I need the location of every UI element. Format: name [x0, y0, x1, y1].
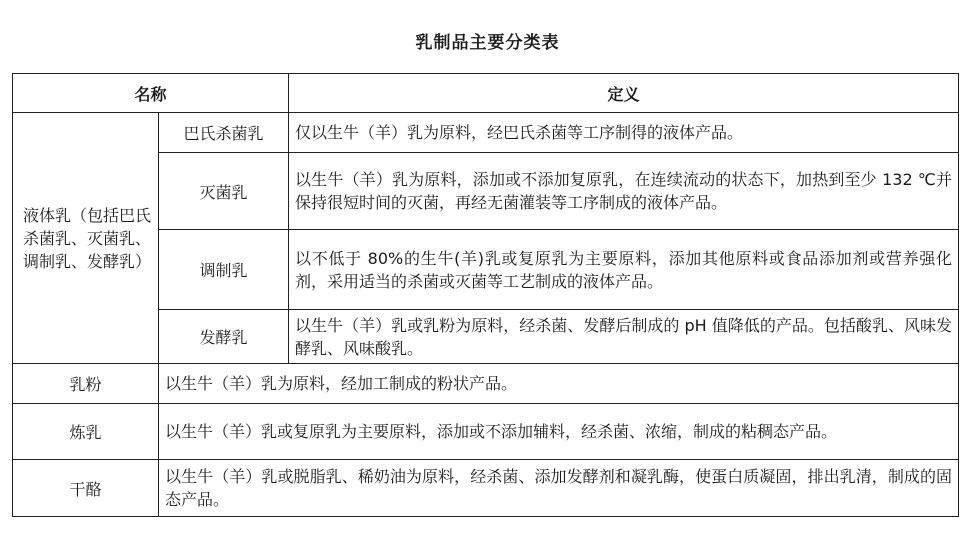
table-title: 乳制品主要分类表	[415, 33, 560, 53]
product-name: 干酪	[13, 460, 159, 517]
product-name: 乳粉	[13, 364, 159, 404]
table-row	[13, 113, 959, 153]
dairy-classification-table	[12, 73, 959, 517]
product-name: 炼乳	[13, 404, 159, 460]
subtype-definition: 以生牛（羊）乳为原料，添加或不添加复原乳，在连续流动的状态下，加热到至少 132 ℃并保持很短时间的灭菌，再经无菌灌装等工序制成的液体产品。	[289, 153, 959, 230]
product-definition: 以生牛（羊）乳或脱脂乳、稀奶油为原料，经杀菌、添加发酵剂和凝乳酶，使蛋白质凝固，排出乳清，制成的固态产品。	[159, 460, 959, 517]
subtype-definition: 仅以生牛（羊）乳为原料，经巴氏杀菌等工序制得的液体产品。	[289, 113, 959, 153]
header-definition: 定义	[289, 74, 959, 113]
subtype-definition: 以不低于 80%的生牛(羊)乳或复原乳为主要原料，添加其他原料或食品添加剂或营养强化剂，采用适当的杀菌或灭菌等工艺制成的液体产品。	[289, 230, 959, 310]
subtype-name: 发酵乳	[159, 310, 289, 364]
table-header-row	[13, 74, 959, 113]
table-row	[13, 364, 959, 404]
product-definition: 以生牛（羊）乳或复原乳为主要原料，添加或不添加辅料，经杀菌、浓缩，制成的粘稠态产品。	[159, 404, 959, 460]
subtype-name: 灭菌乳	[159, 153, 289, 230]
product-definition: 以生牛（羊）乳为原料，经加工制成的粉状产品。	[159, 364, 959, 404]
header-name: 名称	[13, 74, 289, 113]
subtype-name: 巴氏杀菌乳	[159, 113, 289, 153]
table-row	[13, 460, 959, 517]
group-label-liquid-milk: 液体乳（包括巴氏杀菌乳、灭菌乳、调制乳、发酵乳）	[13, 113, 159, 364]
subtype-name: 调制乳	[159, 230, 289, 310]
table-row	[13, 404, 959, 460]
subtype-definition: 以生牛（羊）乳或乳粉为原料，经杀菌、发酵后制成的 pH 值降低的产品。包括酸乳、风味发酵乳、风味酸乳。	[289, 310, 959, 364]
